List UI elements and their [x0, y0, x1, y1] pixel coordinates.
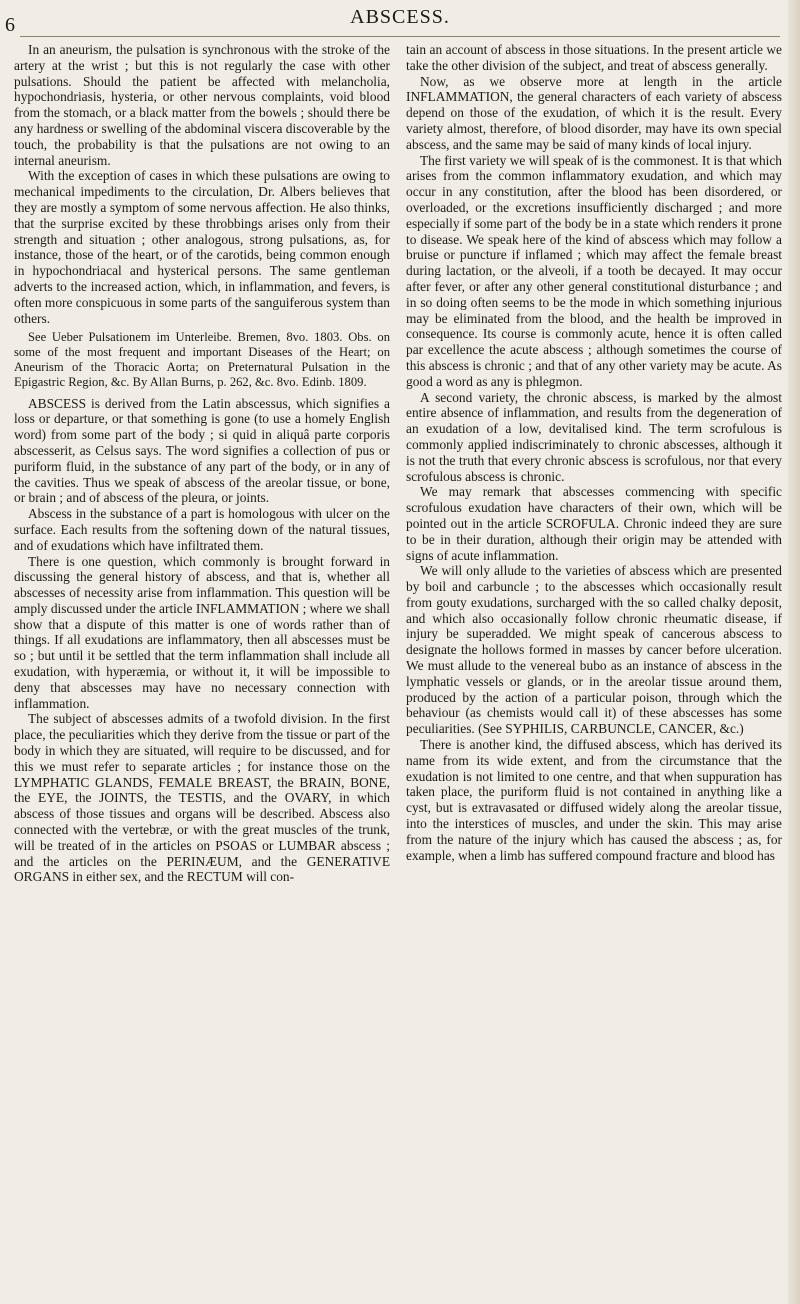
paragraph-chronic-abscess: A second variety, the chronic abscess, is marked by the almost entire absence of inflammation, and results from the degeneration of an exudation of a low, devitalised kind. The term scrofulous is commonly applied indiscriminately to chronic abscesses, although it is not the truth that every chronic abscess is scrofulous, nor that every scrofulous abscess is chronic. [406, 389, 782, 484]
paragraph-scrofulous: We may remark that abscesses commencing with specific scrofulous exudation have characters of their own, which will be pointed out in the article SCROFULA. Chronic indeed they are sure to be in their duration, although their origin may be attended with signs of acute inflammation. [406, 484, 782, 563]
right-column [406, 42, 782, 863]
page-number: 6 [5, 14, 15, 36]
bibliographic-reference: See Ueber Pulsationem im Unterleibe. Bremen, 8vo. 1803. Obs. on some of the most frequent and important Diseases of the Heart; on Aneurism of the Thoracic Aorta; on Preternatural Pulsation in the Epigastric Region, &c. By Allan Burns, p. 262, &c. 8vo. Edinb. 1809. [14, 330, 390, 389]
paragraph-inflammation-question: There is one question, which commonly is brought forward in discussing the general history of abscess, and that is, whether all abscesses of necessity arise from inflammation. This question will be amply discussed under the article INFLAMMATION ; where we shall show that a dispute of this matter is one of words rather than of things. If all exudations are inflammatory, then all abscesses must be so ; but until it be settled that the term inflammation shall include all exudation, with hyperæmia, or without it, it will be impossible to deny that abscesses may have no necessary connection with inflammation. [14, 553, 390, 711]
paragraph-general-characters: Now, as we observe more at length in the article INFLAMMATION, the general characters of each variety of abscess depend on those of the exudation, of which it is the result. Every variety almost, therefore, of blood disorder, may have its own special abscess, and the same may be said of many kinds of local injury. [406, 73, 782, 152]
left-column [14, 42, 390, 885]
page-header [0, 2, 800, 36]
scan-edge-shadow [788, 0, 800, 1304]
header-rule [20, 36, 780, 37]
paragraph-homologous-ulcer: Abscess in the substance of a part is homologous with ulcer on the surface. Each results from the softening down of the natural tissues, and of exudations which have infiltrated them. [14, 506, 390, 553]
paragraph-abscess-definition: ABSCESS is derived from the Latin abscessus, which signifies a loss or departure, or that something is gone (to use a homely English word) from some part of the body ; si quid in aliquâ parte corporis abscesserit, as Celsus says. The word signifies a collection of pus or puriform fluid, in the substance of any part of the body, or in any of the cavities. Thus we speak of abscess of the areolar tissue, or bone, or brain ; and of abscess of the pleura, or joints. [14, 395, 390, 506]
paragraph-aneurism-pulsation: In an aneurism, the pulsation is synchronous with the stroke of the artery at the wrist ; but this is not regularly the case with other pulsations. Should the patient be affected with melancholia, hypochondriasis, hysteria, or other nervous complaints, void blood from the stomach, or a black matter from the bowels ; should there be any hardness or swelling of the abdominal viscera discoverable by the touch, the probability is that the pulsations are not owing to an internal aneurism. [14, 42, 390, 168]
paragraph-twofold-division: The subject of abscesses admits of a twofold division. In the first place, the peculiarities which they derive from the tissue or part of the body in which they are situated, will require to be discussed, and for this we must refer to separate articles ; for instance those on the LYMPHATIC GLANDS, FEMALE BREAST, the BRAIN, BONE, the EYE, the JOINTS, the TESTIS, and the OVARY, in which abscess of those tissues and organs will be described. Abscess also connected with the vertebræ, or with the great muscles of the trunk, will be treated of in the articles on PSOAS or LUMBAR abscess ; and the articles on the PERINÆUM, and the GENERATIVE ORGANS in either sex, and the RECTUM will con- [14, 711, 390, 885]
paragraph-albers: With the exception of cases in which these pulsations are owing to mechanical impediments to the circulation, Dr. Albers believes that they are mostly a symptom of some nervous affection. He also thinks, that the surprise excited by these throbbings arises only from their strength and situation ; other analogous, strong pulsations, as, for instance, those of the heart, or of the carotids, being common enough in hypochondriacal and hysterical persons. The same gentleman adverts to the increased action, which, in inflammation, and fevers, is often more conspicuous in some parts of the sanguiferous system than others. [14, 168, 390, 326]
running-title: ABSCESS. [350, 6, 450, 28]
paragraph-other-varieties: We will only allude to the varieties of abscess which are presented by boil and carbuncle ; to the abscesses which occasionally result from gouty exudations, surcharged with the so called chalky deposit, and which also occasionally follow chronic rheumatic disease, if injury be superadded. We might speak of cancerous abscess to designate the hollows formed in masses by cancer before ulceration. We must allude to the venereal bubo as an instance of abscess in the lymphatic vessels or glands, or in the areolar tissue around them, produced by the action of a particular poison, through which the behaviour (as chemists would call it) of these abscesses has some peculiarities. (See SYPHILIS, CARBUNCLE, CANCER, &c.) [406, 563, 782, 737]
paragraph-diffused-abscess: There is another kind, the diffused abscess, which has derived its name from its wide extent, and from the circumstance that the exudation is not limited to one centre, and that when suppuration has taken place, the puriform fluid is not contained in anything like a cyst, but is extravasated or diffused widely along the areolar tissue, into the interstices of muscles, and under the skin. This may arise from the nature of the injury which has caused the abscess ; as, for example, when a limb has suffered compound fracture and blood has [406, 737, 782, 863]
paragraph-first-variety: The first variety we will speak of is the commonest. It is that which arises from the common inflammatory exudation, and which may occur in any constitution, after the blood has been disordered, or overloaded, or the excretions insufficiently discharged ; and more especially if some part of the body be in a state which renders it prone to disease. We speak here of the kind of abscess which may follow a bruise or puncture if inflamed ; which may affect the female breast during lactation, or the alveoli, if a tooth be decayed. It may occur after fever, or after any other general constitutional disturbance ; and in so doing often seems to be the mode in which something injurious may be eliminated from the blood, and the health be improved in consequence. Its course is commonly acute, hence it is often called par excellence the acute abscess ; although sometimes the course of this abscess is chronic ; and that of any other variety may be acute. As good a word as any is phlegmon. [406, 152, 782, 389]
paragraph-continuation: tain an account of abscess in those situations. In the present article we take the other division of the subject, and treat of abscess generally. [406, 42, 782, 73]
